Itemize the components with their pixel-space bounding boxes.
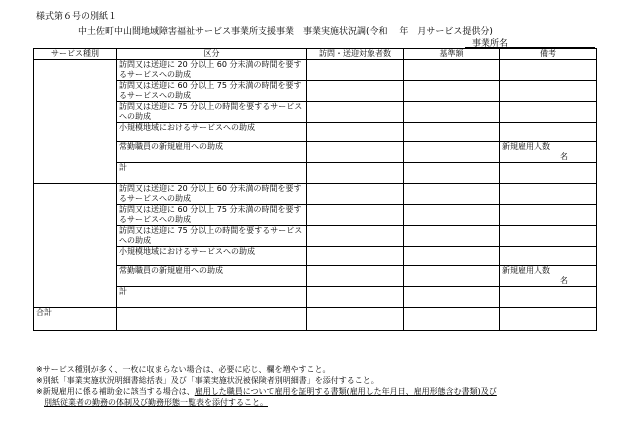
table-row — [34, 184, 597, 205]
base-amount-cell[interactable] — [404, 102, 500, 123]
category-cell: 常勤職員の新規雇用への助成 — [117, 142, 307, 163]
note-1: ※サービス種別が多く、一枚に収まらない場合は、必要に応じ、欄を増やすこと。 — [36, 365, 331, 374]
grand-total-count-cell[interactable] — [307, 308, 404, 331]
subtotal-count-cell[interactable] — [307, 163, 404, 184]
target-count-cell[interactable] — [307, 247, 404, 266]
remark-cell[interactable] — [500, 60, 597, 81]
note-2: ※別紙「事業実施状況明細書総括表」及び「事業実施状況被保険者別明細書」を添付すること。 — [36, 376, 379, 385]
table-row — [34, 123, 597, 142]
subtotal-label: 計 — [117, 163, 307, 184]
new-hire-count-label: 新規雇用人数 — [502, 142, 550, 151]
category-cell: 小規模地域におけるサービスへの助成 — [117, 123, 307, 142]
remark-cell[interactable] — [500, 247, 597, 266]
subtotal-amount-cell[interactable] — [404, 287, 500, 308]
note-3 — [36, 386, 497, 397]
table-row — [34, 266, 597, 287]
base-amount-cell[interactable] — [404, 226, 500, 247]
target-count-cell[interactable] — [307, 142, 404, 163]
table-row — [34, 81, 597, 102]
table-header-row — [34, 49, 597, 60]
category-cell: 訪問又は送迎に 60 分以上 75 分未満の時間を要するサービスへの助成 — [117, 205, 307, 226]
grand-total-amount-cell[interactable] — [404, 308, 500, 331]
office-name-label: 事業所名 — [472, 39, 509, 49]
subtotal-count-cell[interactable] — [307, 287, 404, 308]
subtotal-amount-cell[interactable] — [404, 163, 500, 184]
table-row — [34, 247, 597, 266]
header-remarks: 備考 — [500, 49, 597, 60]
notes — [36, 364, 497, 408]
base-amount-cell[interactable] — [404, 60, 500, 81]
category-cell: 小規模地域におけるサービスへの助成 — [117, 247, 307, 266]
table-row — [34, 60, 597, 81]
base-amount-cell[interactable] — [404, 123, 500, 142]
header-target-count: 訪問・送迎対象者数 — [307, 49, 404, 60]
header-service-type: サービス種別 — [34, 49, 117, 60]
base-amount-cell[interactable] — [404, 205, 500, 226]
remark-cell[interactable] — [500, 142, 597, 163]
base-amount-cell[interactable] — [404, 266, 500, 287]
note-4-underlined: 別紙従業者の勤務の体制及び勤務形態一覧表を添付すること。 — [44, 398, 268, 407]
service-type-cell[interactable] — [34, 60, 117, 184]
page-title: 中土佐町中山間地域障害福祉サービス事業所支援事業 事業実施状況調(令和 年 月サービス提供分) — [78, 27, 493, 37]
grand-total-label: 合計 — [34, 308, 117, 331]
subtotal-row — [34, 287, 597, 308]
note-3-lead: ※新規雇用に係る補助金に該当する場合は、 — [36, 387, 195, 396]
table-row — [34, 205, 597, 226]
base-amount-cell[interactable] — [404, 184, 500, 205]
grand-total-row — [34, 308, 597, 331]
target-count-cell[interactable] — [307, 81, 404, 102]
header-base-amount: 基準額 — [404, 49, 500, 60]
header-category: 区分 — [117, 49, 307, 60]
service-type-cell[interactable] — [34, 184, 117, 308]
subtotal-remark-cell[interactable] — [500, 287, 597, 308]
grand-total-category-cell — [117, 308, 307, 331]
new-hire-count-label: 新規雇用人数 — [502, 266, 550, 275]
target-count-cell[interactable] — [307, 60, 404, 81]
target-count-cell[interactable] — [307, 205, 404, 226]
remark-cell[interactable] — [500, 184, 597, 205]
category-cell: 訪問又は送迎に 75 分以上の時間を要するサービスへの助成 — [117, 102, 307, 123]
table-row — [34, 142, 597, 163]
base-amount-cell[interactable] — [404, 81, 500, 102]
remark-cell[interactable] — [500, 123, 597, 142]
target-count-cell[interactable] — [307, 184, 404, 205]
category-cell: 常勤職員の新規雇用への助成 — [117, 266, 307, 287]
status-table — [33, 48, 597, 331]
target-count-cell[interactable] — [307, 266, 404, 287]
base-amount-cell[interactable] — [404, 142, 500, 163]
remark-cell[interactable] — [500, 205, 597, 226]
note-3-underlined: 雇用した職員について雇用を証明する書類(雇用した年月日、雇用形態含む書類)及び — [194, 387, 497, 396]
target-count-cell[interactable] — [307, 226, 404, 247]
base-amount-cell[interactable] — [404, 247, 500, 266]
category-cell: 訪問又は送迎に 20 分以上 60 分未満の時間を要するサービスへの助成 — [117, 184, 307, 205]
person-unit-label: 名 — [560, 276, 568, 285]
remark-cell[interactable] — [500, 81, 597, 102]
subtotal-row — [34, 163, 597, 184]
category-cell: 訪問又は送迎に 60 分以上 75 分未満の時間を要するサービスへの助成 — [117, 81, 307, 102]
remark-cell[interactable] — [500, 226, 597, 247]
note-4 — [36, 397, 497, 408]
category-cell: 訪問又は送迎に 20 分以上 60 分未満の時間を要するサービスへの助成 — [117, 60, 307, 81]
table-row — [34, 102, 597, 123]
remark-cell[interactable] — [500, 266, 597, 287]
person-unit-label: 名 — [560, 152, 568, 161]
target-count-cell[interactable] — [307, 123, 404, 142]
form-label: 様式第６号の別紙１ — [36, 12, 118, 22]
grand-total-remark-cell[interactable] — [500, 308, 597, 331]
subtotal-label: 計 — [117, 287, 307, 308]
category-cell: 訪問又は送迎に 75 分以上の時間を要するサービスへの助成 — [117, 226, 307, 247]
remark-cell[interactable] — [500, 102, 597, 123]
table-row — [34, 226, 597, 247]
target-count-cell[interactable] — [307, 102, 404, 123]
subtotal-remark-cell[interactable] — [500, 163, 597, 184]
